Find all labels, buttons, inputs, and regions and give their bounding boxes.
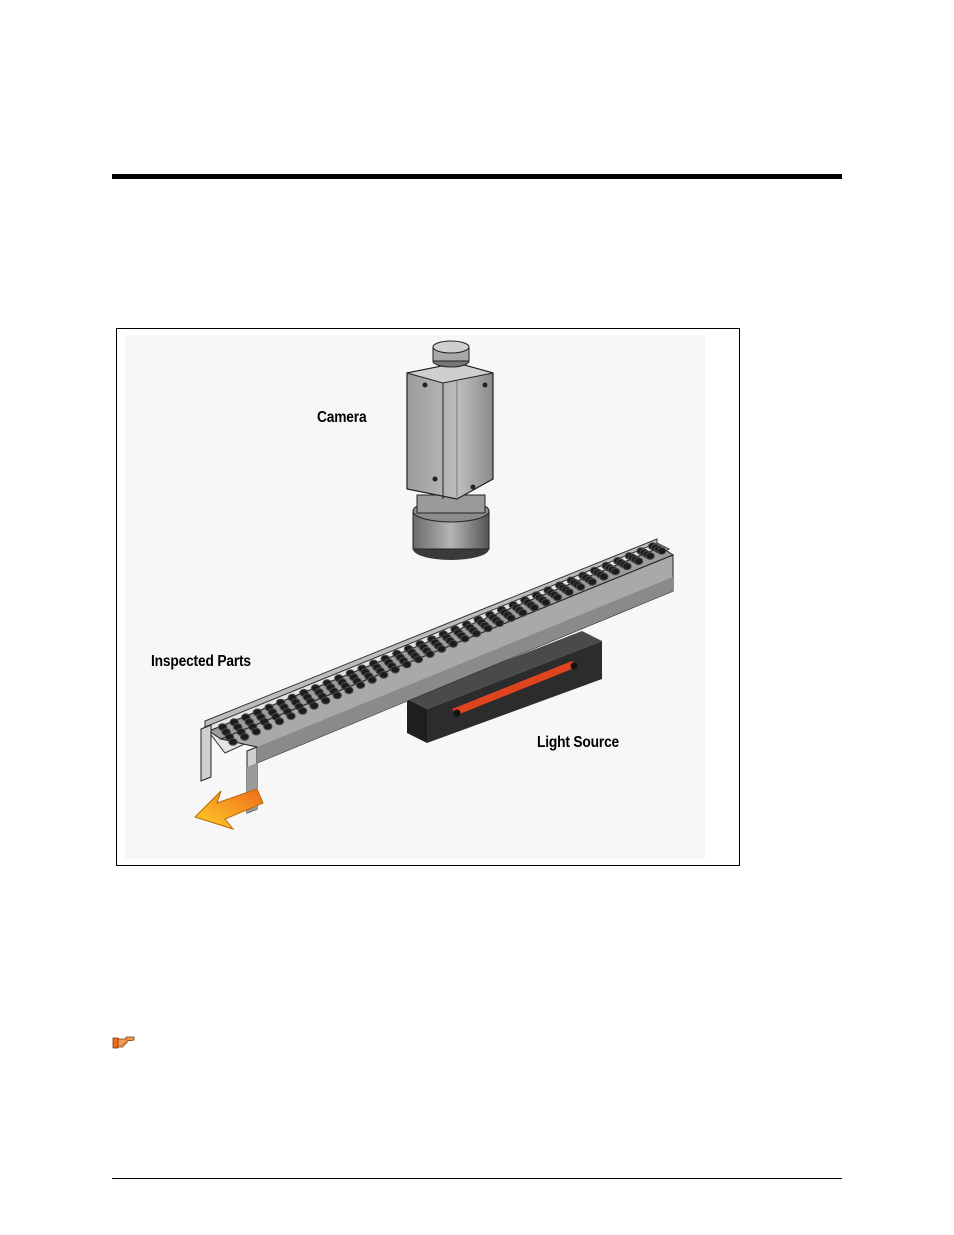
part	[264, 723, 272, 730]
part	[507, 615, 515, 622]
part	[380, 671, 388, 678]
part	[472, 630, 480, 637]
part	[333, 692, 341, 699]
part	[403, 661, 411, 668]
part	[437, 646, 445, 653]
part	[449, 640, 457, 647]
part	[414, 656, 422, 663]
header-rule	[112, 174, 842, 179]
figure-conveyor-inspection	[116, 328, 740, 866]
part	[519, 609, 527, 616]
part	[588, 578, 596, 585]
inspected-parts-label: Inspected Parts	[151, 653, 251, 670]
part	[542, 599, 550, 606]
part	[600, 573, 608, 580]
part	[298, 708, 306, 715]
light-source-label: Light Source	[537, 734, 620, 751]
part	[658, 547, 666, 554]
part	[646, 553, 654, 560]
part	[275, 718, 283, 725]
part	[391, 666, 399, 673]
part	[322, 697, 330, 704]
part	[565, 589, 573, 596]
figure-illustration	[117, 329, 740, 866]
part	[240, 733, 248, 740]
part	[345, 687, 353, 694]
part	[553, 594, 561, 601]
part	[611, 568, 619, 575]
part	[368, 677, 376, 684]
camera-label: Camera	[317, 409, 367, 426]
footer-rule	[112, 1178, 842, 1179]
part	[623, 563, 631, 570]
part	[252, 728, 260, 735]
part	[576, 584, 584, 591]
part	[287, 713, 295, 720]
part	[310, 702, 318, 709]
pointing-hand-icon	[112, 1034, 136, 1050]
part	[484, 625, 492, 632]
part	[495, 620, 503, 627]
part	[634, 558, 642, 565]
camera	[407, 341, 493, 560]
part	[356, 682, 364, 689]
part	[426, 651, 434, 658]
part	[461, 635, 469, 642]
part	[229, 739, 237, 746]
part	[530, 604, 538, 611]
